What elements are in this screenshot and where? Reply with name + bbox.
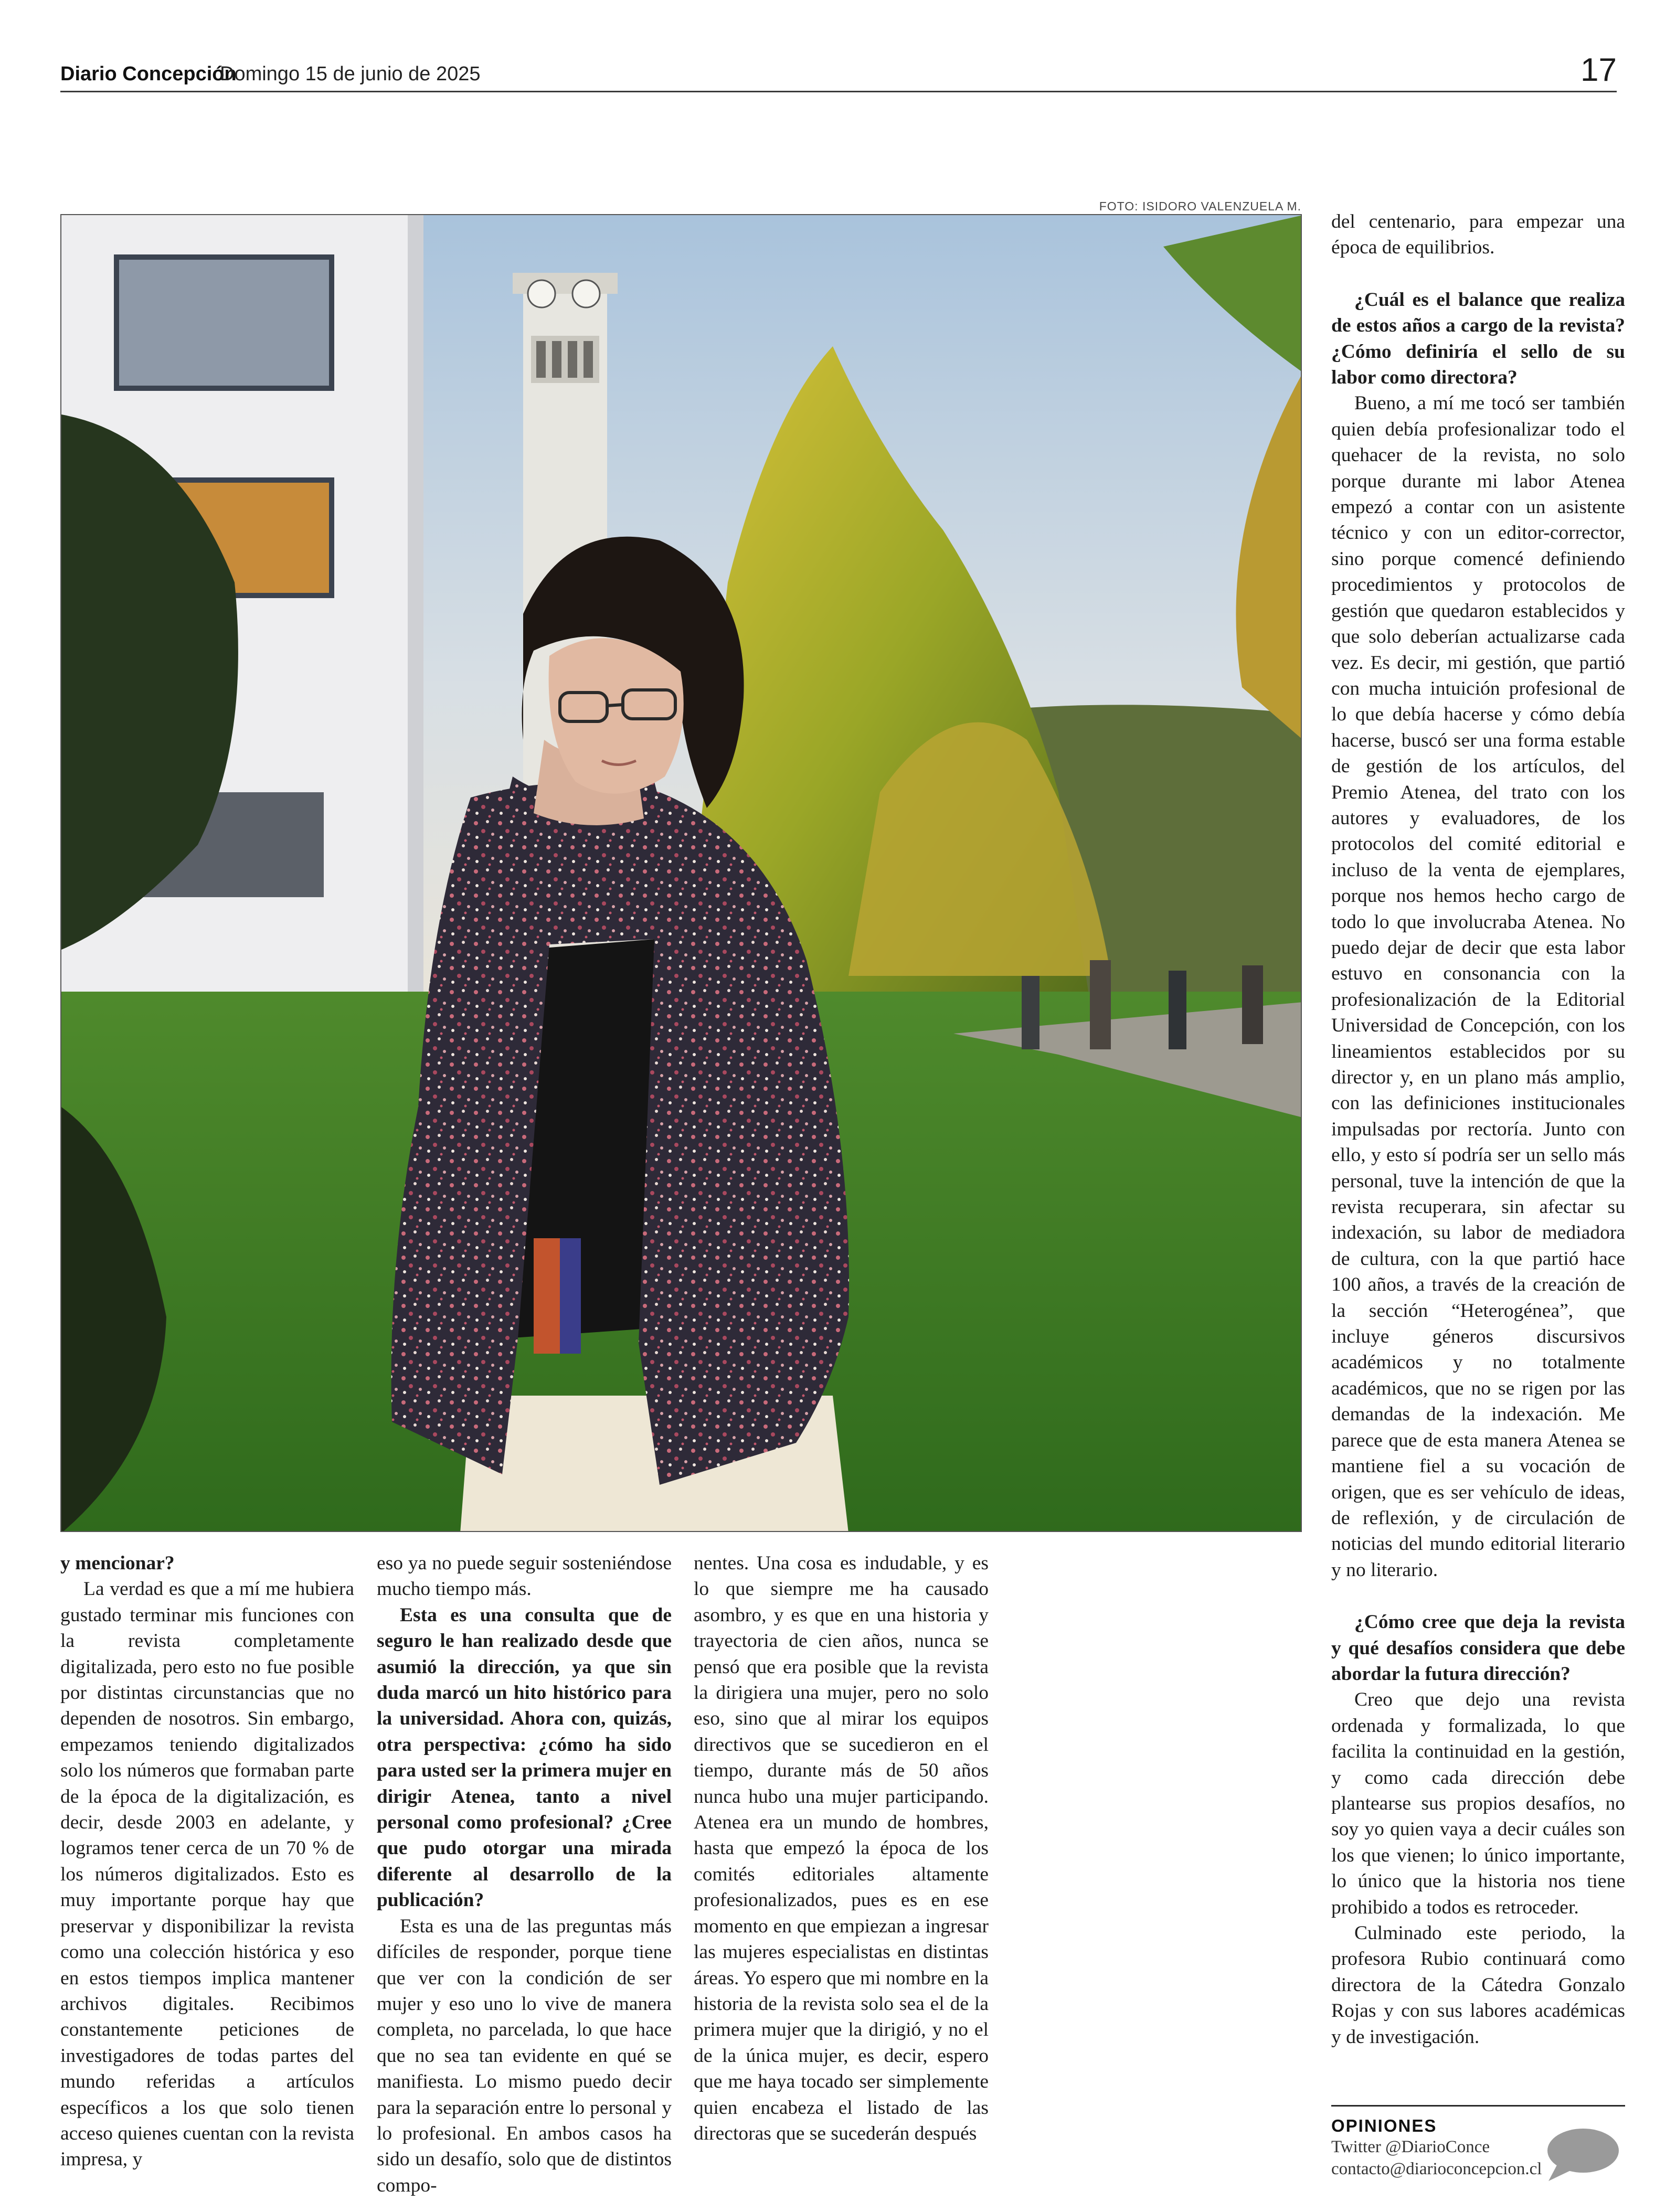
article-paragraph: Bueno, a mí me tocó ser también quien debía profesionalizar todo el quehacer de la revista, no solo porque durante mi labor Atenea empezó a contar con un asistente técnico y con un editor-corrector, sino porque comencé definiendo procedimientos y protocolos de gestión que quedaron establecidos y que solo deberían actualizarse cada vez. Es decir, mi gestión, que partió con mucha intuición profesional de lo que debía hacerse y cómo debía hacerse, buscó ser una forma estable de gestión de los artículos, del Premio Atenea, del trato con los autores y evaluadores, de los protocolos del comité editorial e incluso de la venta de ejemplares, porque nos hemos hecho cargo de todo lo que involucraba Atenea. No puedo dejar de decir que esta labor estuvo en consonancia con la profesionalización de la Editorial Universidad de Concepción, con los lineamientos establecidos por su director y, en un plano más amplio, con las definiciones institucionales impulsadas por rectoría. Junto con ello, y esto sí podría ser un sello más personal, tuve la intención de que la revista recuperara, sin afectar su indexación, su labor de mediadora de cultura, con la que partió hace 100 años, a través de la creación de la sección “Heterogénea”, que incluye géneros discursivos académicos y no totalmente académicos, que no se rigen por las demandas de la indexación. Me parece que de esta manera Atenea se mantiene fiel a su vocación de origen, que es ser vehículo de ideas, de reflexión, y de circulación de noticias del mundo editorial literario y no literario. bbox=[1331, 392, 1625, 1581]
article-paragraph: nentes. Una cosa es indudable, y es lo que siempre me ha causado asombro, y es que en una historia y trayectoria de cien años, nunca se pensó que era posible que la revista la dirigiera una mujer, pero no solo eso, sino que al mirar los equipos directivos que se sucedieron en el tiempo, durante más de 50 años nunca hubo una mujer participando. Atenea era un mundo de hombres, hasta que empezó la época de los comités editoriales altamente profesionalizados, pues es en ese momento en que empiezan a ingresar las mujeres especialistas en distintas áreas. Yo espero que mi nombre en la historia de la revista solo sea el de la primera mujer que la dirigió, y no el de la única mujer, es decir, espero que me haya tocado ser simplemente quien encabeza el listado de las directoras que se sucederán después bbox=[694, 1552, 989, 2144]
portrait-illustration bbox=[61, 215, 1302, 1532]
page-number: 17 bbox=[1580, 52, 1617, 88]
interview-question: ¿Cuál es el balance que realiza de estos años a cargo de la revista? ¿Cómo definiría el sello de su labor como directora? bbox=[1331, 289, 1625, 389]
article-paragraph: eso ya no puede seguir sosteniéndose mucho tiempo más. bbox=[377, 1552, 672, 1600]
interview-question: Esta es una consulta que de seguro le han realizado desde que asumió la dirección, ya que sin duda marcó un hito histórico para la universidad. Ahora con, quizás, otra perspectiva: ¿cómo ha sido para usted ser la primera mujer en dirigir Atenea, tanto a nivel personal como profesional? ¿Cree que pudo otorgar una mirada diferente al desarrollo de la publicación? bbox=[377, 1604, 672, 1911]
opinions-title: OPINIONES bbox=[1331, 2116, 1437, 2135]
interview-question: ¿Cómo cree que deja la revista y qué desafíos considera que debe abordar la futura dirección? bbox=[1331, 1611, 1625, 1685]
article-paragraph: del centenario, para empezar una época de equilibrios. bbox=[1331, 211, 1625, 259]
twitter-handle[interactable]: Twitter @DiarioConce bbox=[1331, 2137, 1490, 2156]
article-paragraph: Creo que dejo una revista ordenada y formalizada, lo que facilita la continuidad en la gestión, y como cada dirección debe plantearse sus propios desafíos, no soy yo quien vaya a decir cuáles son los que vienen; lo único importante, lo único que la historia nos tiene prohibido a todos es retroceder. bbox=[1331, 1689, 1625, 1918]
article-column-2 bbox=[377, 1550, 672, 2198]
article-column-3 bbox=[694, 1550, 989, 2146]
article-column-4 bbox=[1331, 209, 1625, 2050]
issue-date: Domingo 15 de junio de 2025 bbox=[220, 63, 481, 85]
contact-email[interactable]: contacto@diarioconcepcion.cl bbox=[1331, 2160, 1542, 2178]
interview-question: y mencionar? bbox=[60, 1552, 175, 1574]
paragraph-spacer bbox=[1331, 261, 1625, 287]
photo-credit: FOTO: ISIDORO VALENZUELA M. bbox=[1099, 199, 1301, 213]
opinions-box bbox=[1331, 2105, 1625, 2180]
paragraph-spacer bbox=[1331, 1583, 1625, 1609]
article-column-1 bbox=[60, 1550, 354, 2173]
speech-bubble-icon bbox=[1542, 2126, 1621, 2184]
portrait-photo bbox=[60, 214, 1302, 1532]
article-paragraph: Esta es una de las preguntas más difíciles de responder, porque tiene que ver con la condición de ser mujer y eso uno lo vive de manera completa, no parcelada, lo que hace que no sea tan evidente en qué se manifiesta. Lo mismo puedo decir para la separación entre lo personal y lo profesional. En ambos casos ha sido un desafío, solo que de distintos compo- bbox=[377, 1915, 672, 2196]
article-paragraph: Culminado este periodo, la profesora Rubio continuará como directora de la Cátedra Gonzalo Rojas y con sus labores académicas y de investigación. bbox=[1331, 1922, 1625, 2048]
masthead: Diario Concepción bbox=[60, 63, 237, 85]
page-header bbox=[60, 50, 1617, 92]
article-paragraph: La verdad es que a mí me hubiera gustado terminar mis funciones con la revista completamente digitalizada, pero esto no fue posible por distintas circunstancias que no dependen de nosotros. Sin embargo, empezamos teniendo digitalizados solo los números que formaban parte de la época de la digitalización, es decir, desde 2003 en adelante, y logramos tener cerca de un 70 % de los números digitalizados. Esto es muy importante porque hay que preservar y disponibilizar la revista como una colección histórica y eso en estos tiempos implica mantener archivos digitales. Recibimos constantemente peticiones de investigadores de todas partes del mundo referidas a artículos específicos a los que solo tienen acceso quienes cuentan con la revista impresa, y bbox=[60, 1578, 354, 2171]
